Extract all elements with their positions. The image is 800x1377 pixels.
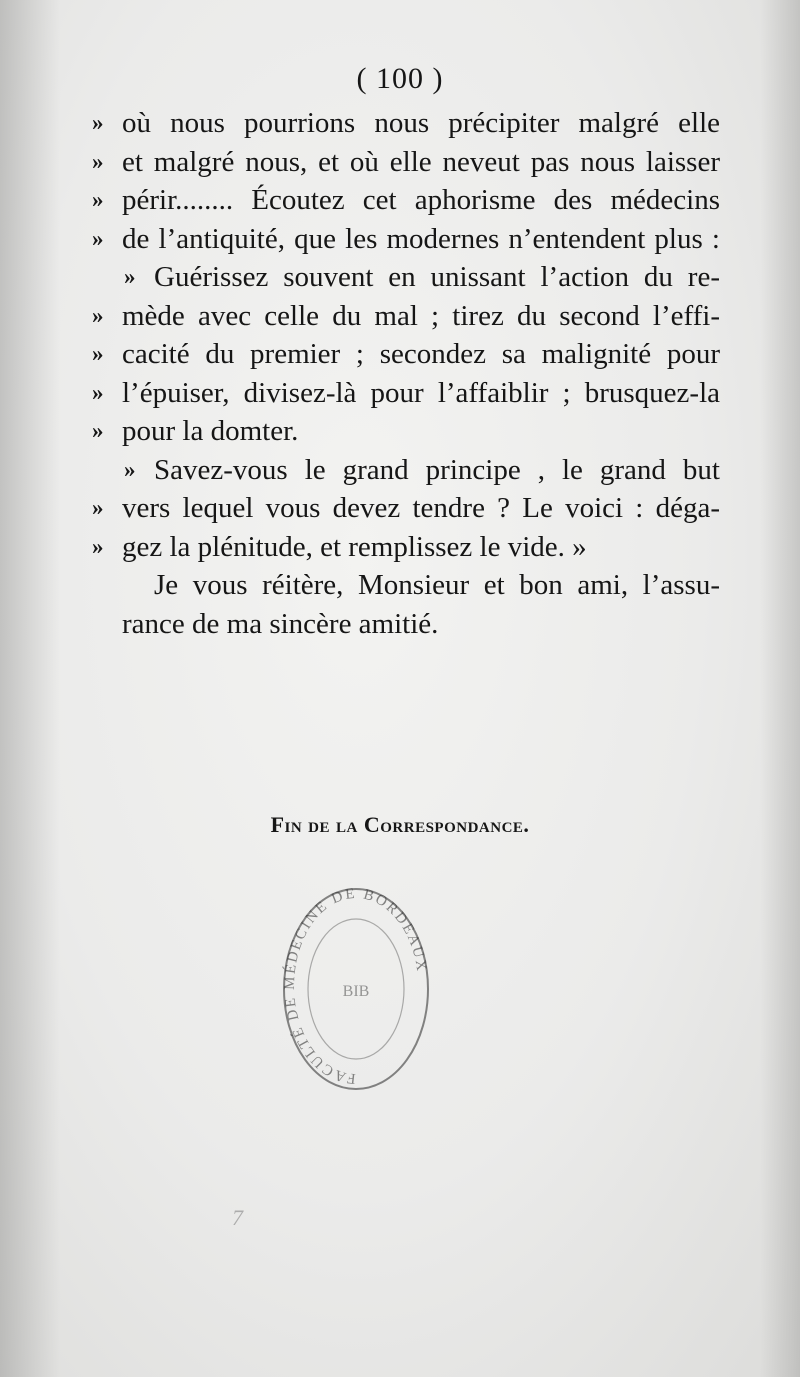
quote-mark: » bbox=[92, 302, 104, 328]
line-text: cacité du premier ; secondez sa malignité pour bbox=[122, 338, 720, 370]
line-text: Guérissez souvent en unissant l’action du re- bbox=[154, 261, 720, 293]
quote-mark: » bbox=[92, 341, 104, 366]
line-text: mède avec celle du mal ; tirez du second l’effi- bbox=[122, 299, 720, 332]
line-text: gez la plénitude, et remplissez le vide. » bbox=[122, 530, 587, 563]
text-line bbox=[92, 412, 720, 451]
line-text: rance de ma sincère amitié. bbox=[122, 607, 439, 640]
quote-mark: » bbox=[92, 379, 104, 405]
line-text: vers lequel vous devez tendre ? Le voici : déga- bbox=[122, 492, 720, 524]
line-text: l’épuiser, divisez-là pour l’affaiblir ; brusquez-la bbox=[122, 376, 720, 409]
text-line bbox=[92, 220, 720, 259]
text-line bbox=[92, 605, 720, 644]
line-text: Savez-vous le grand principe , le grand but bbox=[154, 453, 720, 486]
stamp-center-text: BIB bbox=[342, 983, 370, 1000]
binding-shadow bbox=[0, 0, 60, 1377]
quote-mark: » bbox=[92, 418, 104, 443]
text-line bbox=[92, 297, 720, 336]
edge-shadow bbox=[760, 0, 800, 1377]
closing-title: Fin de la Correspondance. bbox=[270, 812, 530, 837]
text-line bbox=[92, 374, 720, 413]
line-text: Je vous réitère, Monsieur et bon ami, l’assu- bbox=[154, 569, 720, 601]
quote-mark: » bbox=[92, 495, 104, 520]
quote-mark: » bbox=[92, 148, 104, 174]
text-line bbox=[92, 489, 720, 528]
body-text bbox=[92, 104, 720, 643]
text-line bbox=[92, 566, 720, 605]
text-line bbox=[92, 143, 720, 182]
text-line bbox=[92, 335, 720, 374]
stamp-text: FACULTÉ DE MÉDECINE DE BORDEAUX bbox=[281, 885, 430, 1087]
quote-mark: » bbox=[92, 533, 104, 559]
line-text: où nous pourrions nous précipiter malgré elle bbox=[122, 107, 720, 139]
quote-mark: » bbox=[92, 187, 104, 212]
library-stamp-icon bbox=[278, 884, 434, 1094]
text-line bbox=[92, 258, 720, 297]
quote-mark: » bbox=[124, 264, 136, 289]
quote-mark: » bbox=[92, 225, 104, 251]
line-text: et malgré nous, et où elle neveut pas nous laisser bbox=[122, 145, 720, 178]
text-line bbox=[92, 528, 720, 567]
line-text: de l’antiquité, que les modernes n’entendent plus : bbox=[122, 222, 720, 255]
line-text: périr........ Écoutez cet aphorisme des médecins bbox=[122, 184, 720, 216]
quote-mark: » bbox=[124, 456, 136, 482]
text-line bbox=[92, 104, 720, 143]
quote-mark: » bbox=[92, 110, 104, 135]
page-number-header: ( 100 ) bbox=[356, 62, 444, 95]
page-mark: 7 bbox=[232, 1205, 243, 1230]
line-text: pour la domter. bbox=[122, 415, 299, 447]
text-line bbox=[92, 181, 720, 220]
text-line bbox=[92, 451, 720, 490]
